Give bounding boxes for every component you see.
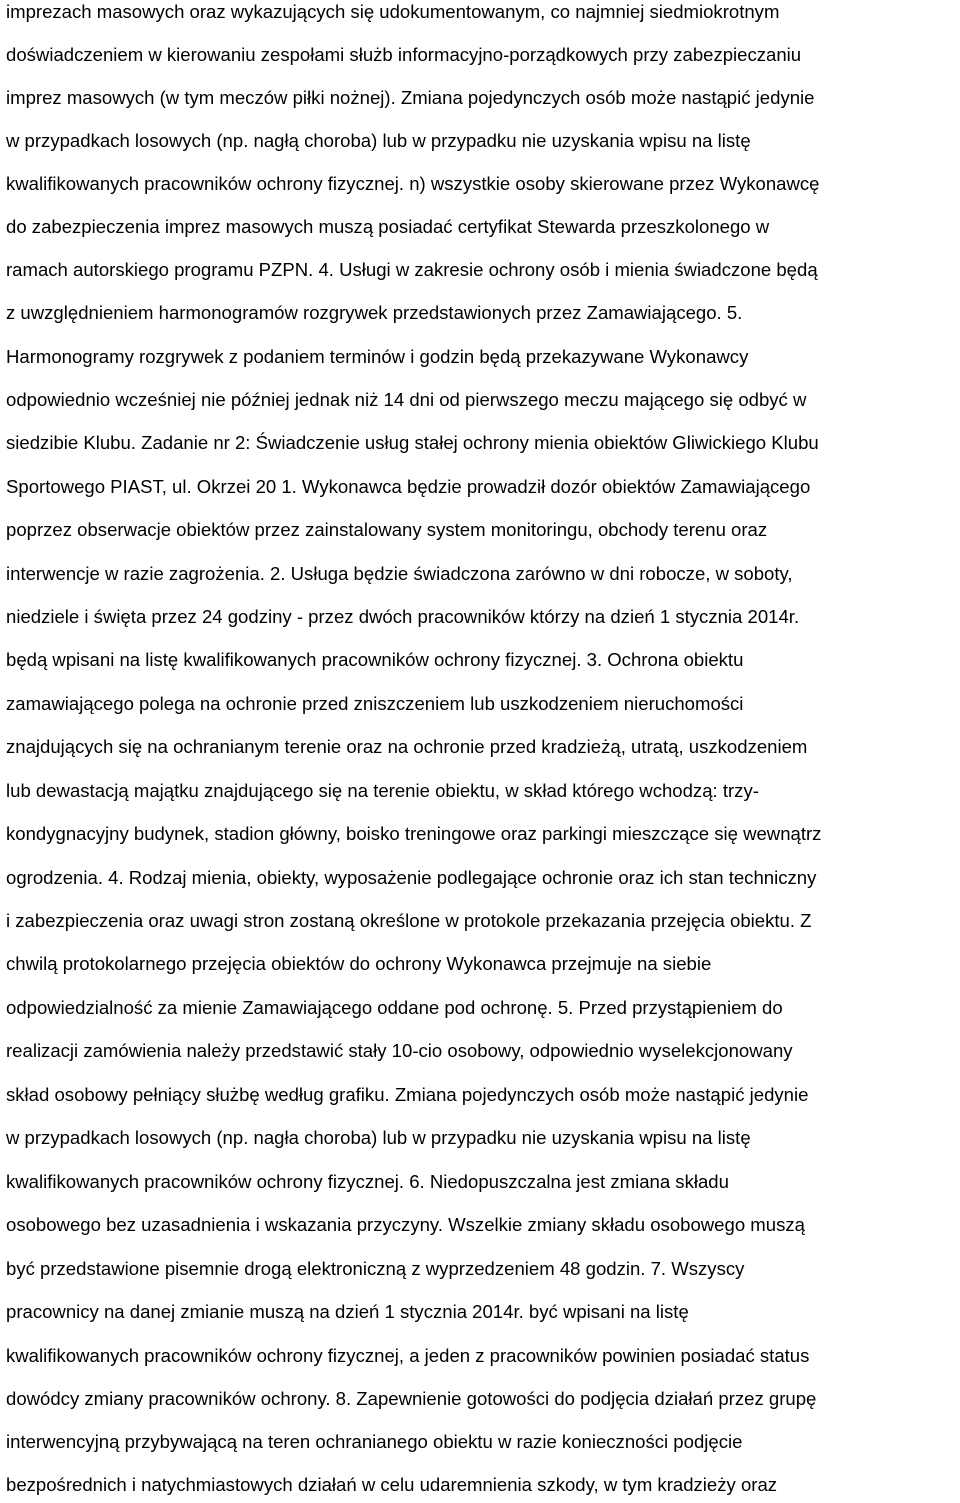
text-line: Harmonogramy rozgrywek z podaniem terminów i godzin będą przekazywane Wykonawcy xyxy=(6,346,749,367)
text-line: odpowiednio wcześniej nie później jednak niż 14 dni od pierwszego meczu mającego się odbyć w xyxy=(6,389,807,410)
text-line: kwalifikowanych pracowników ochrony fizycznej. 6. Niedopuszczalna jest zmiana składu xyxy=(6,1171,729,1192)
text-line: w przypadkach losowych (np. nagła choroba) lub w przypadku nie uzyskania wpisu na listę xyxy=(6,1127,751,1148)
text-line: osobowego bez uzasadnienia i wskazania przyczyny. Wszelkie zmiany składu osobowego muszą xyxy=(6,1214,805,1235)
text-line: znajdujących się na ochranianym terenie oraz na ochronie przed kradzieżą, utratą, uszkodzeniem xyxy=(6,736,808,757)
text-line: kondygnacyjny budynek, stadion główny, boisko treningowe oraz parkingi mieszczące się wewnątrz xyxy=(6,823,822,844)
text-line: siedzibie Klubu. Zadanie nr 2: Świadczenie usług stałej ochrony mienia obiektów Gliwickiego Klubu xyxy=(6,432,819,453)
text-line: doświadczeniem w kierowaniu zespołami służb informacyjno-porządkowych przy zabezpieczaniu xyxy=(6,44,802,65)
text-line: dowódcy zmiany pracowników ochrony. 8. Zapewnienie gotowości do podjęcia działań przez grupę xyxy=(6,1388,817,1409)
text-line: odpowiedzialność za mienie Zamawiającego oddane pod ochronę. 5. Przed przystąpieniem do xyxy=(6,997,783,1018)
text-line: bezpośrednich i natychmiastowych działań w celu udaremnienia szkody, w tym kradzieży oraz xyxy=(6,1474,778,1495)
text-line: ramach autorskiego programu PZPN. 4. Usługi w zakresie ochrony osób i mienia świadczone będą xyxy=(6,259,818,280)
text-line: interwencyjną przybywającą na teren ochranianego obiektu w razie konieczności podjęcie xyxy=(6,1431,743,1452)
text-line: zamawiającego polega na ochronie przed zniszczeniem lub uszkodzeniem nieruchomości xyxy=(6,693,744,714)
text-line: Sportowego PIAST, ul. Okrzei 20 1. Wykonawca będzie prowadził dozór obiektów Zamawiającego xyxy=(6,476,811,497)
text-line: i zabezpieczenia oraz uwagi stron zostaną określone w protokole przekazania przejęcia obiektu. Z xyxy=(6,910,812,931)
text-line: ogrodzenia. 4. Rodzaj mienia, obiekty, wyposażenie podlegające ochronie oraz ich stan techniczny xyxy=(6,867,817,888)
text-line: imprez masowych (w tym meczów piłki nożnej). Zmiana pojedynczych osób może nastąpić jedynie xyxy=(6,87,815,108)
text-line: będą wpisani na listę kwalifikowanych pracowników ochrony fizycznej. 3. Ochrona obiektu xyxy=(6,649,744,670)
text-line: imprezach masowych oraz wykazujących się udokumentowanym, co najmniej siedmiokrotnym xyxy=(6,1,780,22)
text-line: realizacji zamówienia należy przedstawić stały 10-cio osobowy, odpowiednio wyselekcjonowany xyxy=(6,1040,793,1061)
text-line: do zabezpieczenia imprez masowych muszą posiadać certyfikat Stewarda przeszkolonego w xyxy=(6,216,770,237)
text-line: niedziele i święta przez 24 godziny - przez dwóch pracowników którzy na dzień 1 stycznia 2014r. xyxy=(6,606,800,627)
text-line: być przedstawione pisemnie drogą elektroniczną z wyprzedzeniem 48 godzin. 7. Wszyscy xyxy=(6,1258,745,1279)
text-line: pracownicy na danej zmianie muszą na dzień 1 stycznia 2014r. być wpisani na listę xyxy=(6,1301,689,1322)
text-line: poprzez obserwacje obiektów przez zainstalowany system monitoringu, obchody terenu oraz xyxy=(6,519,768,540)
text-line: z uwzględnieniem harmonogramów rozgrywek przedstawionych przez Zamawiającego. 5. xyxy=(6,302,743,323)
text-line: kwalifikowanych pracowników ochrony fizycznej. n) wszystkie osoby skierowane przez Wykonawcę xyxy=(6,173,820,194)
text-line: lub dewastacją majątku znajdującego się na terenie obiektu, w skład którego wchodzą: trzy- xyxy=(6,780,759,801)
text-line: kwalifikowanych pracowników ochrony fizycznej, a jeden z pracowników powinien posiadać status xyxy=(6,1345,810,1366)
text-line: skład osobowy pełniący służbę według grafiku. Zmiana pojedynczych osób może nastąpić jedynie xyxy=(6,1084,809,1105)
text-line: chwilą protokolarnego przejęcia obiektów do ochrony Wykonawca przejmuje na siebie xyxy=(6,953,712,974)
text-line: w przypadkach losowych (np. nagłą choroba) lub w przypadku nie uzyskania wpisu na listę xyxy=(6,130,751,151)
text-line: interwencje w razie zagrożenia. 2. Usługa będzie świadczona zarówno w dni robocze, w soboty, xyxy=(6,563,793,584)
